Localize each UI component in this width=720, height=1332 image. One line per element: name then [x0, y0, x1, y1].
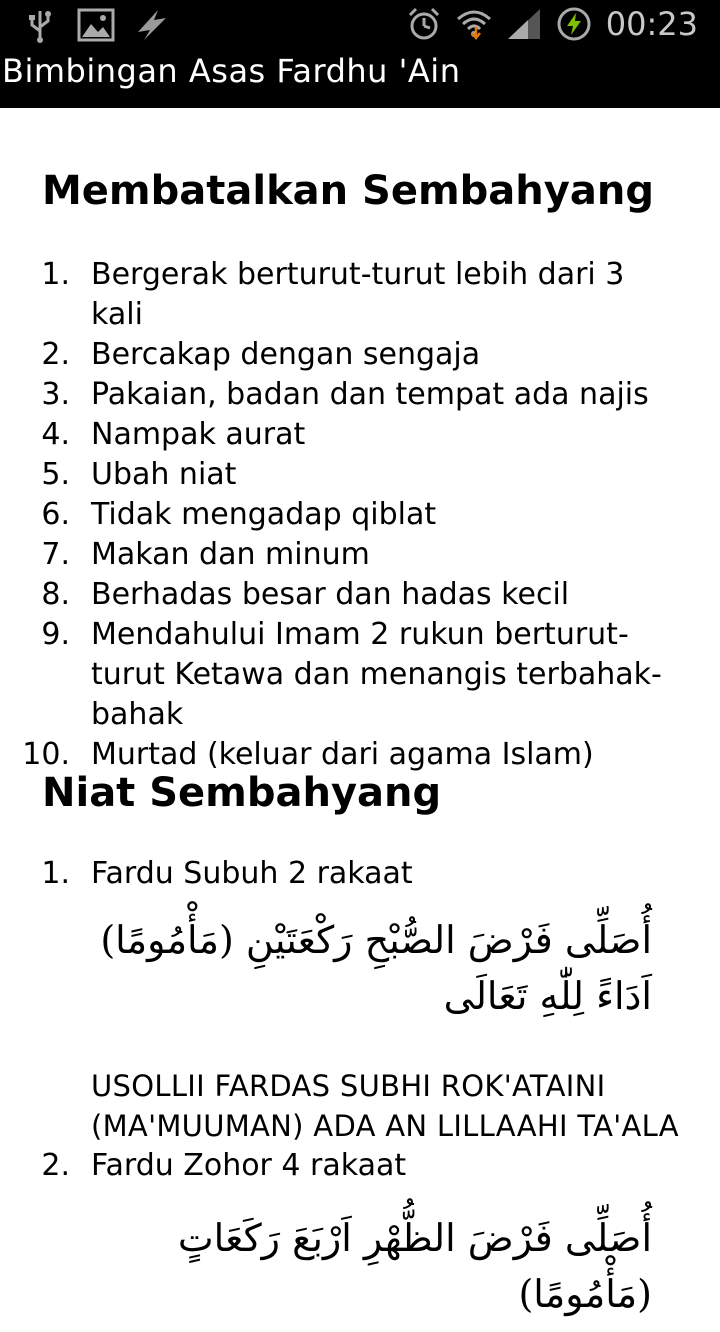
- list-text: Fardu Zohor 4 rakaat: [91, 1148, 407, 1183]
- list-number: 7.: [41, 537, 70, 572]
- app-title: Bimbingan Asas Fardhu 'Ain: [2, 52, 461, 90]
- section-title-membatalkan: Membatalkan Sembahyang: [42, 168, 654, 214]
- list-text: Fardu Subuh 2 rakaat: [91, 856, 413, 891]
- status-bar: [0, 0, 720, 50]
- content-area[interactable]: [0, 108, 720, 1316]
- list-number: 5.: [41, 457, 70, 492]
- list-item: [0, 575, 720, 615]
- list-text: Murtad (keluar dari agama Islam): [91, 737, 594, 772]
- list-item: [0, 335, 720, 375]
- list-item: [0, 615, 720, 735]
- alarm-icon: [406, 5, 442, 43]
- app-title-bar: [0, 50, 720, 108]
- list-number: 1.: [41, 257, 70, 292]
- wifi-icon: [456, 5, 492, 43]
- list-item: [0, 1146, 720, 1186]
- gallery-icon: [78, 6, 114, 44]
- signal-icon: [506, 5, 542, 43]
- list-number: 2.: [41, 337, 70, 372]
- list-number: 1.: [41, 856, 70, 891]
- niat-list-continued: [0, 1146, 720, 1186]
- usb-icon: [22, 6, 58, 44]
- membatalkan-list: [0, 255, 720, 775]
- list-number: 4.: [41, 417, 70, 452]
- list-text: Bercakap dengan sengaja: [91, 337, 481, 372]
- list-number: 8.: [41, 577, 70, 612]
- status-indicators: [406, 4, 698, 44]
- list-text: Berhadas besar dan hadas kecil: [91, 577, 570, 612]
- status-clock: 00:23: [605, 5, 698, 43]
- section-title-niat: Niat Sembahyang: [42, 770, 442, 816]
- list-item: [0, 415, 720, 455]
- list-text: Nampak aurat: [91, 417, 306, 452]
- status-notifications: [22, 6, 170, 44]
- list-number: 9.: [41, 617, 70, 652]
- transliteration-subuh: USOLLII FARDAS SUBHI ROK'ATAINI (MA'MUUMAN) ADA AN LILLAAHI TA'ALA: [91, 1069, 679, 1143]
- list-number: 3.: [41, 377, 70, 412]
- list-number: 6.: [41, 497, 70, 532]
- arabic-niat-zohor: أُصَلِّى فَرْضَ الظُّهْرِ اَرْبَعَ رَكَعَاتٍ (مَأْمُومًا): [177, 1216, 652, 1316]
- arabic-niat-subuh: أُصَلِّى فَرْضَ الصُّبْحِ رَكْعَتَيْنِ (مَأْمُومًا) اَدَاءً لِلّٰهِ تَعَالَى: [100, 918, 652, 1018]
- list-text: Bergerak berturut-turut lebih dari 3 kali: [91, 257, 625, 332]
- flash-icon: [134, 6, 170, 44]
- list-text: Tidak mengadap qiblat: [91, 497, 437, 532]
- list-item: [0, 854, 720, 894]
- list-item: [0, 535, 720, 575]
- list-text: Mendahului Imam 2 rukun berturut-turut Ketawa dan menangis terbahak-bahak: [91, 617, 662, 732]
- list-item: [0, 255, 720, 335]
- list-number: 10.: [22, 737, 70, 772]
- list-item: [0, 735, 720, 775]
- niat-list: [0, 854, 720, 894]
- list-item: [0, 495, 720, 535]
- battery-charging-icon: [556, 5, 592, 43]
- list-text: Ubah niat: [91, 457, 237, 492]
- list-item: [0, 375, 720, 415]
- list-number: 2.: [41, 1148, 70, 1183]
- list-text: Pakaian, badan dan tempat ada najis: [91, 377, 649, 412]
- list-item: [0, 455, 720, 495]
- list-text: Makan dan minum: [91, 537, 370, 572]
